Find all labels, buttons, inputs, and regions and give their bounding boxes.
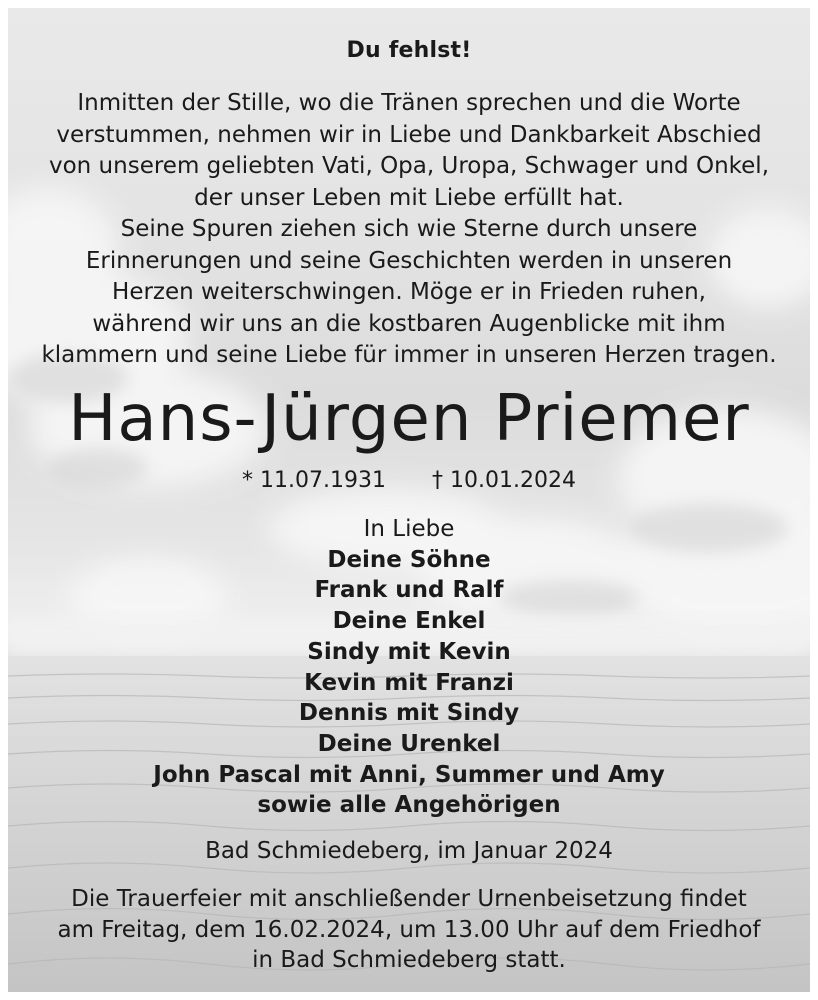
heading: Du fehlst! bbox=[346, 38, 472, 63]
poem-line: von unserem geliebten Vati, Opa, Uropa, Schwager und Onkel, bbox=[48, 153, 770, 179]
mourner-line: Sindy mit Kevin bbox=[307, 638, 511, 665]
poem-line: der unser Leben mit Liebe erfüllt hat. bbox=[194, 184, 624, 211]
obituary-notice bbox=[8, 8, 810, 992]
mourner-line: John Pascal mit Anni, Summer und Amy bbox=[153, 761, 665, 788]
funeral-line: Die Trauerfeier mit anschließender Urnenbeisetzung findet bbox=[71, 886, 747, 912]
life-dates bbox=[8, 468, 810, 493]
deceased-name: Hans-Jürgen Priemer bbox=[68, 382, 750, 456]
mourner-line: Kevin mit Franzi bbox=[304, 669, 514, 696]
poem-line: verstummen, nehmen wir in Liebe und Dankbarkeit Abschied bbox=[56, 121, 762, 148]
mourner-line: Dennis mit Sindy bbox=[298, 700, 520, 727]
birth-date: * 11.07.1931 bbox=[242, 468, 386, 493]
poem-line: klammern und seine Liebe für immer in unseren Herzen tragen. bbox=[41, 342, 777, 368]
funeral-info bbox=[28, 884, 790, 976]
poem bbox=[28, 88, 790, 372]
mourner-line: Deine Urenkel bbox=[317, 730, 501, 757]
poem-line: während wir uns an die kostbaren Augenblicke mit ihm bbox=[92, 310, 726, 337]
mourner-line: sowie alle Angehörigen bbox=[257, 792, 561, 819]
death-date: † 10.01.2024 bbox=[432, 468, 576, 493]
poem-line: Erinnerungen und seine Geschichten werden in unseren bbox=[85, 247, 733, 274]
funeral-line: am Freitag, dem 16.02.2024, um 13.00 Uhr auf dem Friedhof bbox=[57, 916, 761, 943]
funeral-line: in Bad Schmiedeberg statt. bbox=[252, 947, 566, 973]
poem-line: Seine Spuren ziehen sich wie Sterne durch unsere bbox=[120, 216, 698, 242]
place-and-date: Bad Schmiedeberg, im Januar 2024 bbox=[205, 838, 613, 864]
poem-line: Inmitten der Stille, wo die Tränen sprechen und die Worte bbox=[77, 90, 741, 116]
mourners bbox=[8, 514, 810, 821]
poem-line: Herzen weiterschwingen. Möge er in Frieden ruhen, bbox=[112, 279, 706, 305]
mourner-line: Frank und Ralf bbox=[314, 577, 504, 604]
mourner-line: Deine Enkel bbox=[332, 608, 486, 635]
mourners-intro: In Liebe bbox=[363, 516, 455, 542]
mourner-line: Deine Söhne bbox=[327, 546, 491, 573]
